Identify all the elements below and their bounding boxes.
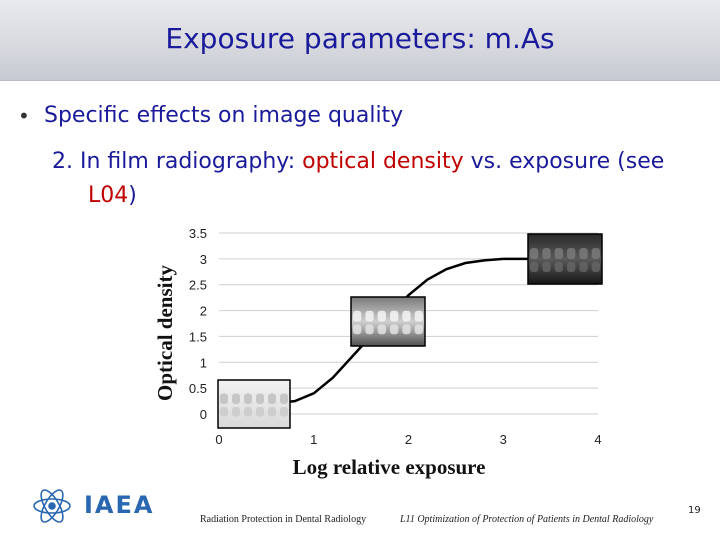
logo-text: IAEA	[84, 491, 155, 519]
y-tick-label: 3	[199, 251, 207, 267]
x-tick-label: 2	[404, 432, 413, 447]
x-tick-label: 3	[499, 432, 507, 447]
y-tick-label: 3.5	[188, 226, 207, 241]
underexposed-radiograph	[218, 380, 290, 428]
sub-text-red1: optical density	[302, 149, 464, 174]
y-axis-label: Optical density	[153, 265, 177, 401]
x-tick-label: 1	[310, 432, 318, 447]
y-tick-label: 0.5	[188, 381, 207, 397]
sub-text-b: vs. exposure (see	[463, 149, 665, 174]
overexposed-radiograph	[528, 234, 602, 284]
x-axis-label: Log relative exposure	[292, 455, 486, 479]
footer-lecture: L11 Optimization of Protection of Patients in Dental Radiology	[400, 514, 654, 525]
od-chart	[140, 218, 613, 491]
sub-text-c: )	[128, 183, 137, 208]
bullet-text: Specific effects on image quality	[44, 103, 404, 128]
bullet-marker: •	[18, 104, 30, 128]
atom-icon	[34, 487, 70, 525]
footer-course: Radiation Protection in Dental Radiology	[200, 514, 367, 525]
sub-text-red2: L04	[88, 183, 129, 208]
slide-title: Exposure parameters: m.As	[165, 22, 555, 55]
sub-bullet	[52, 145, 712, 213]
x-tick-label: 4	[594, 432, 602, 447]
sub-text-a: In film radiography:	[80, 149, 303, 174]
sub-number: 2.	[52, 149, 73, 174]
page-number: 19	[688, 505, 701, 516]
x-tick-label: 0	[215, 432, 223, 447]
y-tick-label: 1.5	[188, 329, 207, 345]
y-tick-label: 2.5	[188, 277, 207, 293]
chart-svg	[140, 218, 613, 491]
y-tick-label: 2	[199, 303, 207, 319]
y-tick-label: 0	[199, 407, 207, 422]
y-tick-label: 1	[199, 355, 207, 371]
correct-radiograph	[351, 297, 425, 346]
